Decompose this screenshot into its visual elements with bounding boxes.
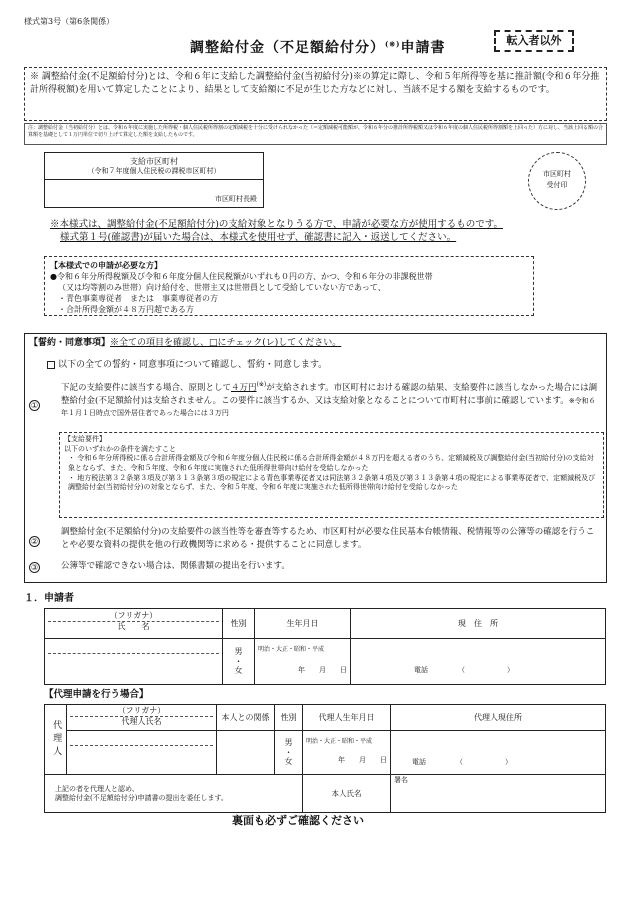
pledge-checkbox[interactable] — [47, 361, 55, 369]
mayor-addressee: 市区町村長殿 — [215, 195, 257, 204]
agent-phone-label: 電話 — [412, 758, 426, 766]
stamp-line1: 市区町村 — [543, 170, 571, 178]
agent-address-header: 代理人現住所 — [391, 705, 606, 731]
pledge-section — [24, 333, 607, 583]
definition-note: 注：調整給付金（当初給付分）とは、令和６年度に実施した所得税・個人住民税所得割の定額減税を十分に受けられなかった（＝定額減税可能額が、令和６年分の推計所得税額又は令和６年度の個人住民税所得割額を上回った）方に対し、当該上回る額の合算額を基礎として１万円単位で切り上げて算定した額を支給したものです。 — [24, 123, 607, 145]
applicant-era: 明治・大正・昭和・平成 — [258, 646, 325, 653]
delegation-line2: 調整給付金(不足額給付分)申請書の提出を委任します。 — [55, 793, 228, 802]
applicant-name-header — [45, 609, 223, 639]
applicant-table — [44, 608, 606, 685]
agent-name-field[interactable] — [67, 731, 217, 775]
applicant-section-title: １．申請者 — [24, 593, 74, 604]
eligibility-lead: 以下のいずれかの条件を満たすこと — [64, 444, 176, 453]
applicant-phone-label: 電話 — [414, 666, 428, 674]
item-3-number: ③ — [30, 563, 39, 572]
title-main: 調整給付金（不足額給付分） — [190, 40, 385, 56]
pledge-item-3: 公簿等で確認できない場合は、関係書類の提出を行います。 — [61, 561, 290, 571]
agent-relation-header: 本人との関係 — [217, 705, 275, 731]
pledge-header — [29, 338, 341, 349]
applicant-gender-field[interactable] — [223, 639, 255, 685]
applicant-gender-dot: ・ — [234, 656, 243, 666]
agent-phone-paren: （ ） — [456, 758, 512, 766]
eligibility-a: ・ 令和６年分所得税に係る合計所得金額及び令和６年度分個人住民税に係る合計所得金額が４８万円を超える者のうち、定額減税及び調整給付金(当初給付分)の支給対象とならず、また、令和５年度、令和６年度に実施された低所得世帯向け給付を受給しなかった — [68, 454, 594, 472]
title-sup: (※) — [385, 39, 401, 49]
applicant-address-header: 現 住 所 — [351, 609, 606, 639]
principal-signature-field[interactable] — [391, 775, 606, 813]
eligibility-box — [59, 432, 604, 518]
agent-male[interactable]: 男 — [284, 738, 293, 748]
stamp-line2: 受付印 — [546, 180, 568, 189]
agent-gender-field[interactable] — [275, 731, 303, 775]
agent-birth-field[interactable] — [303, 731, 391, 775]
non-relocation-badge: 転入者以外 — [494, 30, 574, 52]
agent-side-label: 代理人 — [45, 705, 67, 775]
applicant-male[interactable]: 男 — [234, 647, 243, 657]
form-number: 様式第3号（第6条関係） — [24, 17, 115, 26]
agent-era: 明治・大正・昭和・平成 — [306, 738, 373, 745]
applicant-name-field[interactable] — [45, 639, 223, 685]
pledge-header-lead: 【誓約・同意事項】 — [29, 338, 111, 348]
signature-label: 署名 — [394, 776, 408, 784]
pledge-item-1 — [61, 380, 601, 420]
agent-gender-header: 性別 — [275, 705, 303, 731]
usage-note-2: 様式第１号(確認書)が届いた場合は、本様式を使用せず、確認書に記入・返送してください。 — [60, 232, 457, 243]
applicant-address-field[interactable] — [351, 639, 606, 685]
agent-section-title: 【代理申請を行う場合】 — [44, 689, 149, 700]
definition-box: ※ 調整給付金(不足額給付分)とは、令和６年に支給した調整給付金(当初給付分)※の算定に際し、令和５年所得等を基に推計額(令和６年分推計所得税額)を用いて算定したことにより、結果として支給額に不足が生じた方などに対し、当該不足する額を支給するものです。 — [24, 67, 607, 121]
page-title — [190, 40, 446, 58]
agent-gender-dot: ・ — [284, 747, 293, 757]
item1-sup: (※) — [256, 381, 267, 388]
required-line4: ・合計所得金額が４８万円超である方 — [58, 305, 194, 315]
required-line3: ・青色事業専従者 または 事業専従者の方 — [58, 294, 218, 304]
delegation-line1: 上記の者を代理人と認め、 — [55, 784, 139, 793]
item-1-number: ① — [30, 401, 39, 410]
required-bullet: ●令和６年分所得税額及び令和６年度分個人住民税額がいずれも０円の方、かつ、令和６年分の非課税世帯 — [50, 272, 433, 282]
required-title: 【本様式での申請が必要な方】 — [50, 260, 162, 270]
pledge-check-row[interactable] — [47, 360, 327, 371]
eligibility-title: 【支給要件】 — [64, 435, 106, 443]
item1-text-a: 下記の支給要件に該当する場合、原則として — [61, 382, 232, 393]
agent-table — [44, 704, 606, 813]
agent-ymd: 年 月 日 — [338, 755, 387, 764]
required-box — [44, 256, 534, 316]
applicant-birth-header: 生年月日 — [255, 609, 351, 639]
applicant-gender-header: 性別 — [223, 609, 255, 639]
item1-amount: ４万円 — [231, 382, 257, 393]
delegation-cell — [45, 775, 303, 813]
agent-birth-header: 代理人生年月日 — [303, 705, 391, 731]
agent-name-label: 代理人氏名 — [121, 717, 162, 726]
applicant-furigana-label: （フリガナ） — [48, 611, 219, 622]
principal-name-label: 本人氏名 — [303, 775, 391, 813]
applicant-phone-paren: （ ） — [458, 666, 514, 674]
eligibility-b: ・ 地方税法第３２条第３項及び第３１３条第３項の規定による青色事業専従者又は同法第３２条第４項及び第３１３条第４項の規定による事業専従者で、定額減税及び調整給付金(当初給付分)の対象とならず、また、令和５年度、令和６年度に実施された低所得世帯向け給付を受給しなかった — [68, 473, 596, 492]
agent-female[interactable]: 女 — [284, 757, 293, 767]
footer-note: 裏面も必ずご確認ください — [232, 814, 364, 827]
applicant-ymd: 年 月 日 — [298, 665, 347, 674]
applicant-name-label: 氏 名 — [117, 622, 150, 631]
usage-note-1: ※本様式は、調整給付金(不足額給付分)の支給対象となりうる方で、申請が必要な方が使用するものです。 — [50, 219, 503, 230]
municipality-box — [44, 152, 264, 208]
item1-note: ※令和６年１月１日時点で国外居住者であった場合には３万円 — [61, 396, 596, 418]
municipality-line1: 支給市区町村 — [130, 157, 178, 166]
title-suffix: 申請書 — [400, 40, 446, 56]
pledge-check-label: 以下の全ての誓約・同意事項について確認し、誓約・同意します。 — [58, 360, 328, 370]
item1-text-b: が支給されます。市区町村における確認の結果、支給要件に該当しなかった場合には調整給付金(不足額給付)は支給されません。この要件に該当するか、又は支給対象となることについて市町村に事前に確認しています。 — [61, 382, 598, 406]
agent-furigana-label: （フリガナ） — [70, 706, 213, 717]
applicant-female[interactable]: 女 — [234, 666, 243, 676]
municipality-line2: （令和７年度個人住民税の課税市区町村） — [45, 167, 263, 180]
required-line2: （又は均等割のみ世帯）向け給付を、世帯主又は世帯員として受給していない方であって、 — [58, 283, 386, 293]
pledge-header-text: ※全ての項目を確認し、□にチェック(レ)してください。 — [110, 338, 342, 348]
item-2-number: ② — [30, 537, 39, 546]
reception-stamp-area — [528, 152, 586, 210]
agent-name-header — [67, 705, 217, 731]
agent-relation-field[interactable] — [217, 731, 275, 775]
agent-address-field[interactable] — [391, 731, 606, 775]
pledge-item-2: 調整給付金(不足額給付分)の支給要件の該当性等を審査等するため、市区町村が必要な住民基本台帳情報、税情報等の公簿等の確認を行うことや必要な資料の提供を他の行政機関等に求める・提供することに同意します。 — [61, 527, 595, 550]
applicant-birth-field[interactable] — [255, 639, 351, 685]
